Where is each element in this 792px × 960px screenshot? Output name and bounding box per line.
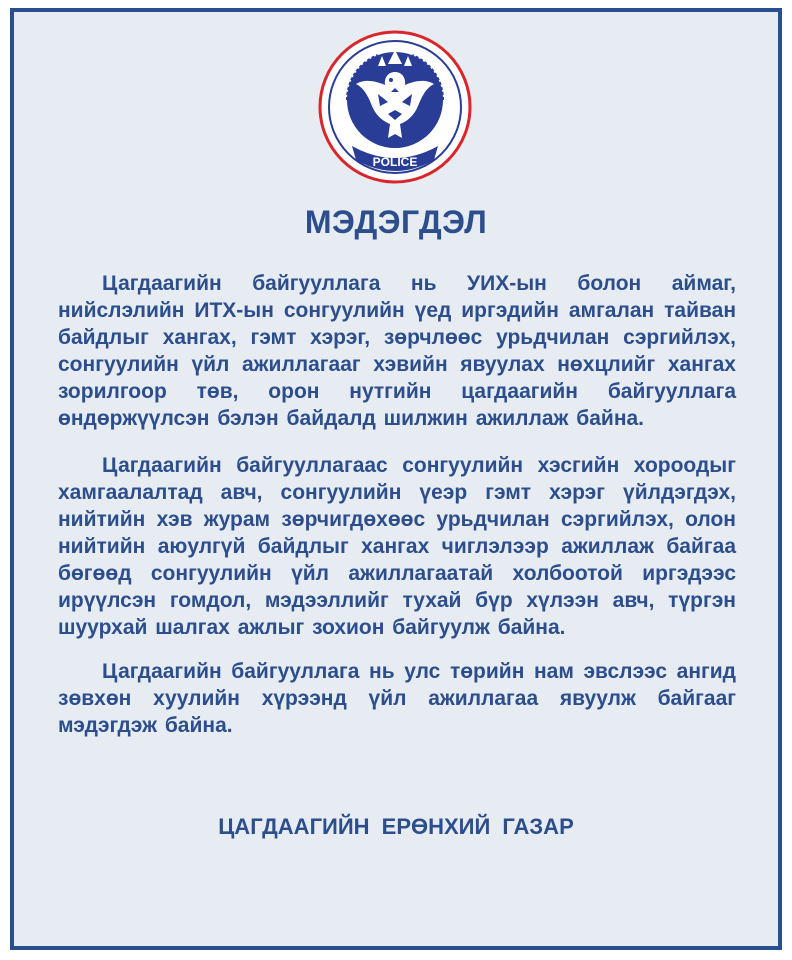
signature: ЦАГДААГИЙН ЕРӨНХИЙ ГАЗАР — [218, 814, 574, 839]
police-emblem — [318, 30, 472, 184]
notice-title: МЭДЭГДЭЛ — [304, 204, 488, 240]
notice-paragraph-3: Цагдаагийн байгууллага нь улс төрийн нам эвслээс ангид зөвхөн хуулийн хүрээнд үйл ажиллагаа явуулж байгааг мэдэгдэж байна. — [58, 660, 736, 737]
notice-paragraph-1: Цагдаагийн байгууллага нь УИХ-ын болон аймаг, нийслэлийн ИТХ-ын сонгуулийн үед иргэдийн амгалан тайван байдлыг хангах, гэмт хэрэг, зөрчлөөс урьдчилан сэргийлэх, сонгуулийн үйл ажиллагааг хэвийн явуулах нөхцлийг хангах зорилгоор төв, орон нутгийн цагдаагийн байгууллага өндөржүүлсэн бэлэн байдалд шилжин ажиллаж байна. — [58, 272, 736, 430]
emblem-police-text: POLICE — [372, 155, 418, 169]
notice-paragraph-2: Цагдаагийн байгууллагаас сонгуулийн хэсгийн хороодыг хамгаалалтад авч, сонгуулийн үеэр гэмт хэрэг үйлдэгдэх, нийтийн хэв журам зөрчигдөхөөс урьдчилан сэргийлэх, олон нийтийн аюулгүй байдлыг хангах чиглэлээр ажиллаж байгаа бөгөөд сонгуулийн үйл ажиллагаатай холбоотой иргэдээс ирүүлсэн гомдол, мэдээллийг тухай бүр хүлээн авч, түргэн шуурхай шалгах ажлыг зохион байгуулж байна. — [58, 454, 736, 639]
